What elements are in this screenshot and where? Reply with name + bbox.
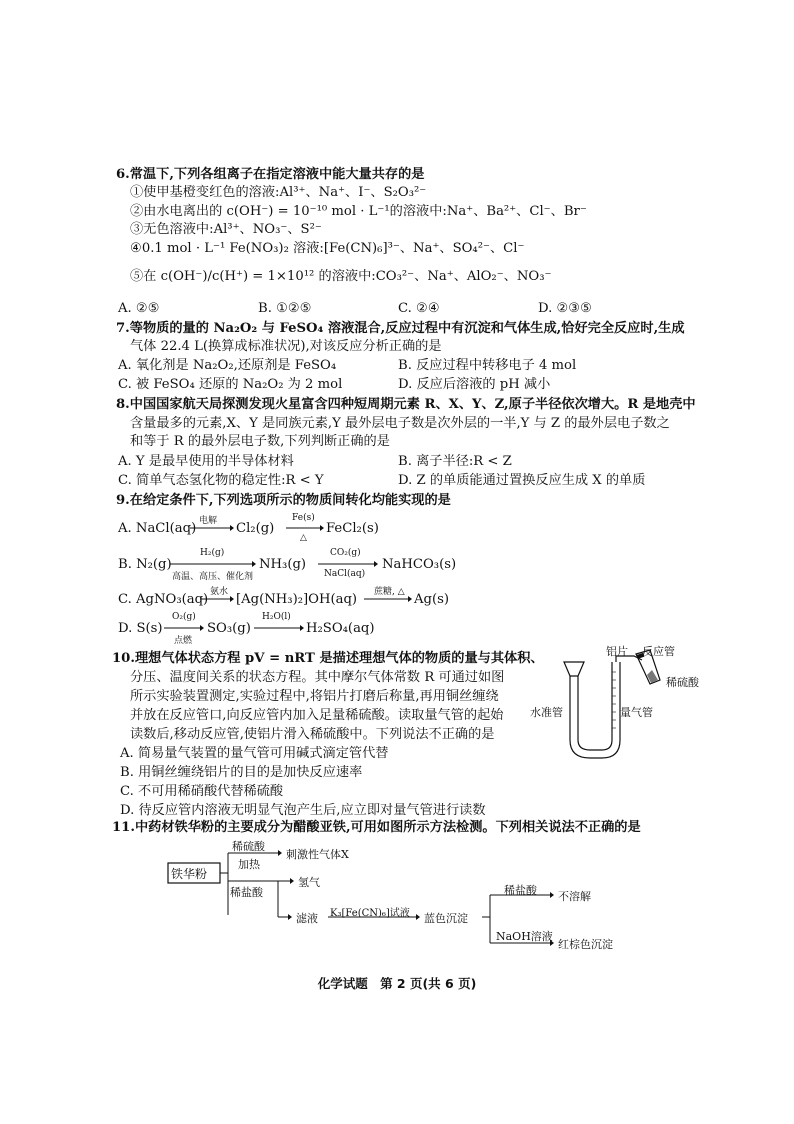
- q10-label-aluminum: 铝片: [606, 645, 628, 658]
- q9d-arrow-1: [164, 623, 204, 633]
- q9d-cond-1-bottom: 点燃: [174, 636, 193, 646]
- q8-option-c: C. 简单气态氢化物的稳定性:R < Y: [118, 473, 324, 488]
- q9a-cond-1: 电解: [199, 516, 218, 526]
- q9-stem: 9.在给定条件下,下列选项所示的物质间转化均能实现的是: [116, 493, 451, 508]
- q6-option-d: D. ②③⑤: [538, 301, 592, 316]
- q6-item-5: ⑤在 c(OH⁻)/c(H⁺) = 1×10¹² 的溶液中:CO₃²⁻、Na⁺、AlO₂⁻、NO₃⁻: [130, 269, 552, 284]
- q8-stem-2: 含量最多的元素,X、Y 是同族元素,Y 最外层电子数是次外层的一半,Y 与 Z 的最外层电子数之: [130, 416, 670, 431]
- q9c-product: Ag(s): [414, 592, 450, 607]
- q9b-cond-1-top: H₂(g): [200, 548, 225, 558]
- footer-page-number: 第 2 页(共 6 页): [380, 976, 477, 991]
- q6-option-c: C. ②④: [398, 301, 440, 316]
- q10-label-acid: 稀硫酸: [666, 676, 699, 689]
- q11-insoluble: 不溶解: [558, 890, 591, 903]
- q9a-product: FeCl₂(s): [326, 521, 379, 536]
- q11-filtrate: 滤液: [296, 912, 318, 925]
- q8-stem-1: 8.中国国家航天局探测发现火星富含四种短周期元素 R、X、Y、Z,原子半径依次增大。R 是地壳中: [116, 397, 696, 412]
- q9c-arrow-2: [364, 594, 412, 604]
- q8-option-d: D. Z 的单质能通过置换反应生成 X 的单质: [398, 473, 646, 488]
- q11-start-box: 铁华粉: [171, 867, 208, 881]
- q10-stem-5: 读数后,移动反应管,使铝片滑入稀硫酸中。下列说法不正确的是: [130, 727, 495, 742]
- q7-option-d: D. 反应后溶液的 pH 减小: [398, 377, 551, 392]
- q9d-product: H₂SO₄(aq): [306, 621, 375, 636]
- q10-option-b: B. 用铜丝缠绕铝片的目的是加快反应速率: [120, 765, 363, 780]
- q9d-mid: SO₃(g): [207, 621, 251, 636]
- q10-stem-2: 分压、温度间关系的状态方程。其中摩尔气体常数 R 可通过如图: [130, 670, 505, 685]
- q6-option-a: A. ②⑤: [118, 301, 160, 316]
- q9b-reactant: B. N₂(g): [118, 557, 172, 572]
- q8-option-a: A. Y 是最早使用的半导体材料: [118, 454, 294, 469]
- q9b-cond-2-top: CO₂(g): [330, 548, 361, 558]
- q9d-reactant: D. S(s): [118, 621, 163, 636]
- page-footer: [0, 974, 794, 992]
- q7-stem-1: 7.等物质的量的 Na₂O₂ 与 FeSO₄ 溶液混合,反应过程中有沉淀和气体生成,恰好完全反应时,生成: [116, 321, 685, 336]
- q8-option-b: B. 离子半径:R < Z: [398, 454, 512, 469]
- q7-option-a: A. 氧化剂是 Na₂O₂,还原剂是 FeSO₄: [118, 358, 337, 373]
- q7-option-c: C. 被 FeSO₄ 还原的 Na₂O₂ 为 2 mol: [118, 377, 343, 392]
- q9b-cond-2-bottom: NaCl(aq): [324, 569, 366, 579]
- q9c-cond-1: 氨水: [210, 587, 229, 597]
- q9d-arrow-2: [254, 623, 304, 633]
- q10-option-c: C. 不可用稀硝酸代替稀硫酸: [120, 784, 284, 799]
- q9b-arrow-2: [318, 559, 378, 569]
- q10-option-a: A. 简易量气装置的量气管可用碱式滴定管代替: [120, 746, 389, 761]
- q8-stem-3: 和等于 R 的最外层电子数,下列判断正确的是: [130, 434, 390, 449]
- q7-stem-2: 气体 22.4 L(换算成标准状况),对该反应分析正确的是: [130, 339, 442, 354]
- q9c-reactant: C. AgNO₃(aq): [118, 592, 209, 607]
- q9a-arrow-1: [190, 523, 234, 533]
- q9d-cond-1-top: O₂(g): [172, 612, 196, 622]
- q10-stem-4: 并放在反应管口,向反应管内加入足量稀硫酸。读取量气管的起始: [130, 708, 504, 723]
- q9a-mid: Cl₂(g): [236, 521, 275, 536]
- q9b-arrow-1: [170, 559, 256, 569]
- q9d-cond-2-top: H₂O(l): [262, 612, 291, 622]
- q9a-cond-2-bottom: △: [300, 533, 307, 543]
- q9a-arrow-2: [286, 523, 324, 533]
- q9a-reactant: A. NaCl(aq): [118, 521, 197, 536]
- q10-label-leveling-tube: 水准管: [530, 706, 563, 719]
- q7-option-b: B. 反应过程中转移电子 4 mol: [398, 358, 577, 373]
- footer-subject: 化学试题: [317, 976, 368, 991]
- q9b-product: NaHCO₃(s): [382, 557, 457, 572]
- q9a-cond-2-top: Fe(s): [292, 513, 315, 523]
- q10-label-gas-burette: 量气管: [620, 706, 653, 719]
- q11-result-gas-x: 刺激性气体X: [286, 848, 349, 861]
- q9c-cond-2: 蔗糖, △: [374, 587, 405, 597]
- q11-branch4: 稀盐酸: [504, 884, 537, 897]
- q11-result-hydrogen: 氢气: [298, 876, 320, 889]
- q10-label-reaction-tube: 反应管: [642, 645, 675, 658]
- q11-branch1-top: 稀硫酸: [232, 840, 265, 853]
- q6-stem: 6.常温下,下列各组离子在指定溶液中能大量共存的是: [116, 167, 425, 182]
- q9b-mid: NH₃(g): [259, 557, 307, 572]
- q11-reagent: K₃[Fe(CN)₆]试液: [330, 908, 410, 919]
- q6-item-2: ②由水电离出的 c(OH⁻) = 10⁻¹⁰ mol · L⁻¹的溶液中:Na⁺、Ba²⁺、Cl⁻、Br⁻: [130, 204, 587, 219]
- q11-branch1-bottom: 加热: [238, 858, 260, 871]
- q11-branch2: 稀盐酸: [230, 886, 263, 899]
- q10-stem-1: 10.理想气体状态方程 pV = nRT 是描述理想气体的物质的量与其体积、: [112, 651, 544, 666]
- q6-item-4: ④0.1 mol · L⁻¹ Fe(NO₃)₂ 溶液:[Fe(CN)₆]³⁻、Na⁺、SO₄²⁻、Cl⁻: [130, 241, 525, 256]
- q6-item-1: ①使甲基橙变红色的溶液:Al³⁺、Na⁺、I⁻、S₂O₃²⁻: [130, 185, 427, 200]
- q11-red-brown-precipitate: 红棕色沉淀: [558, 938, 613, 951]
- q9b-cond-1-bottom: 高温、高压、催化剂: [172, 572, 254, 582]
- q11-blue-precipitate: 蓝色沉淀: [424, 912, 468, 925]
- q11-branch5: NaOH溶液: [496, 930, 553, 943]
- q6-item-3: ③无色溶液中:Al³⁺、NO₃⁻、S²⁻: [130, 222, 322, 237]
- q10-stem-3: 所示实验装置测定,实验过程中,将铝片打磨后称量,再用铜丝缠绕: [130, 689, 499, 704]
- q9c-arrow-1: [200, 594, 234, 604]
- q11-stem: 11.中药材铁华粉的主要成分为醋酸亚铁,可用如图所示方法检测。下列相关说法不正确的是: [112, 820, 641, 835]
- q6-option-b: B. ①②⑤: [258, 301, 312, 316]
- q10-option-d: D. 待反应管内溶液无明显气泡产生后,应立即对量气管进行读数: [120, 803, 486, 818]
- q9c-mid: [Ag(NH₃)₂]OH(aq): [236, 592, 358, 607]
